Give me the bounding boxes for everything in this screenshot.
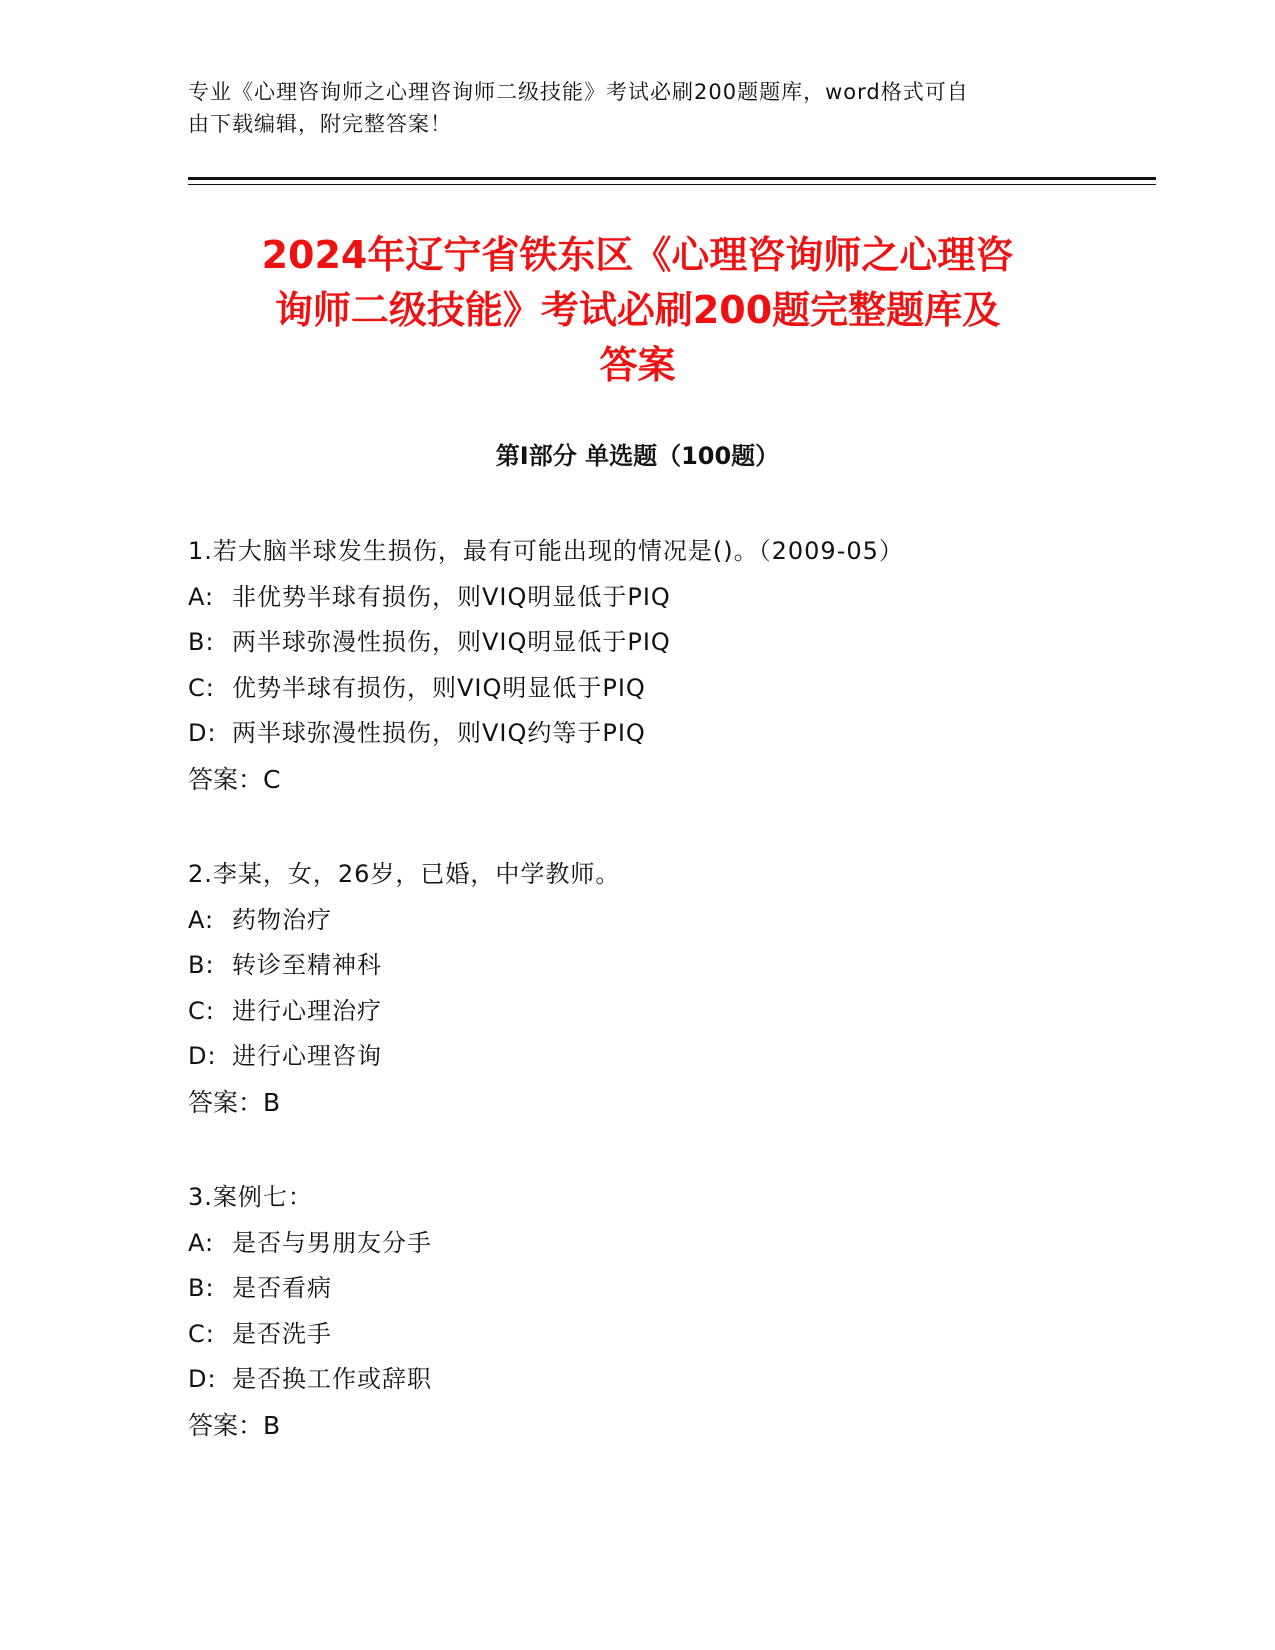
question-stem: 3.案例七： xyxy=(188,1183,313,1211)
header-note xyxy=(188,76,1068,140)
option-d xyxy=(188,1357,1138,1403)
option-d xyxy=(188,711,1138,757)
option-c xyxy=(188,666,1138,712)
question-1 xyxy=(188,529,1138,802)
option-text: 转诊至精神科 xyxy=(232,951,382,979)
option-text: 是否换工作或辞职 xyxy=(232,1365,432,1393)
option-b xyxy=(188,620,1138,666)
question-stem: 1.若大脑半球发生损伤，最有可能出现的情况是()。（2009-05） xyxy=(188,537,904,565)
option-text: 进行心理咨询 xyxy=(232,1042,382,1070)
option-a xyxy=(188,1221,1138,1267)
question-list xyxy=(188,529,1138,1498)
option-d xyxy=(188,1034,1138,1080)
document-title-line-1: 2024年辽宁省铁东区《心理咨询师之心理咨 xyxy=(261,233,1014,277)
header-rule-thick xyxy=(188,177,1156,180)
option-letter: D: xyxy=(188,719,217,747)
option-letter: B: xyxy=(188,628,215,656)
header-note-line-1: 专业《心理咨询师之心理咨询师二级技能》考试必刷200题题库，word格式可自 xyxy=(188,80,969,104)
option-letter: B: xyxy=(188,1274,215,1302)
option-text: 药物治疗 xyxy=(232,905,332,934)
question-3 xyxy=(188,1175,1138,1448)
document-title-line-3: 答案 xyxy=(599,343,676,387)
option-letter: B: xyxy=(188,951,215,979)
option-text: 两半球弥漫性损伤，则VIQ明显低于PIQ xyxy=(232,628,671,656)
option-letter: C: xyxy=(188,673,215,702)
header-rule-thin xyxy=(188,184,1156,185)
option-text: 是否看病 xyxy=(232,1274,332,1302)
option-b xyxy=(188,943,1138,989)
question-stem: 2.李某，女，26岁，已婚，中学教师。 xyxy=(188,860,621,888)
answer: 答案：B xyxy=(188,1410,281,1440)
option-text: 进行心理治疗 xyxy=(232,996,382,1025)
option-letter: D: xyxy=(188,1365,217,1393)
option-text: 非优势半球有损伤，则VIQ明显低于PIQ xyxy=(232,582,671,611)
option-letter: A: xyxy=(188,905,215,934)
option-c xyxy=(188,1312,1138,1358)
option-text: 两半球弥漫性损伤，则VIQ约等于PIQ xyxy=(232,719,646,747)
answer: 答案：B xyxy=(188,1087,281,1117)
option-text: 是否与男朋友分手 xyxy=(232,1228,432,1257)
header-note-line-2: 由下载编辑，附完整答案！ xyxy=(188,112,452,136)
option-letter: A: xyxy=(188,582,215,611)
option-b xyxy=(188,1266,1138,1312)
option-letter: C: xyxy=(188,1319,215,1348)
document-title xyxy=(170,228,1105,393)
option-text: 优势半球有损伤，则VIQ明显低于PIQ xyxy=(232,673,646,702)
section-title: 第Ⅰ部分 单选题（100题） xyxy=(495,442,780,470)
answer: 答案：C xyxy=(188,764,281,794)
option-letter: A: xyxy=(188,1228,215,1257)
option-text: 是否洗手 xyxy=(232,1319,332,1348)
option-a xyxy=(188,575,1138,621)
document-title-line-2: 询师二级技能》考试必刷200题完整题库及 xyxy=(274,288,1001,332)
option-c xyxy=(188,989,1138,1035)
option-letter: D: xyxy=(188,1042,217,1070)
question-2 xyxy=(188,852,1138,1125)
option-letter: C: xyxy=(188,996,215,1025)
option-a xyxy=(188,898,1138,944)
